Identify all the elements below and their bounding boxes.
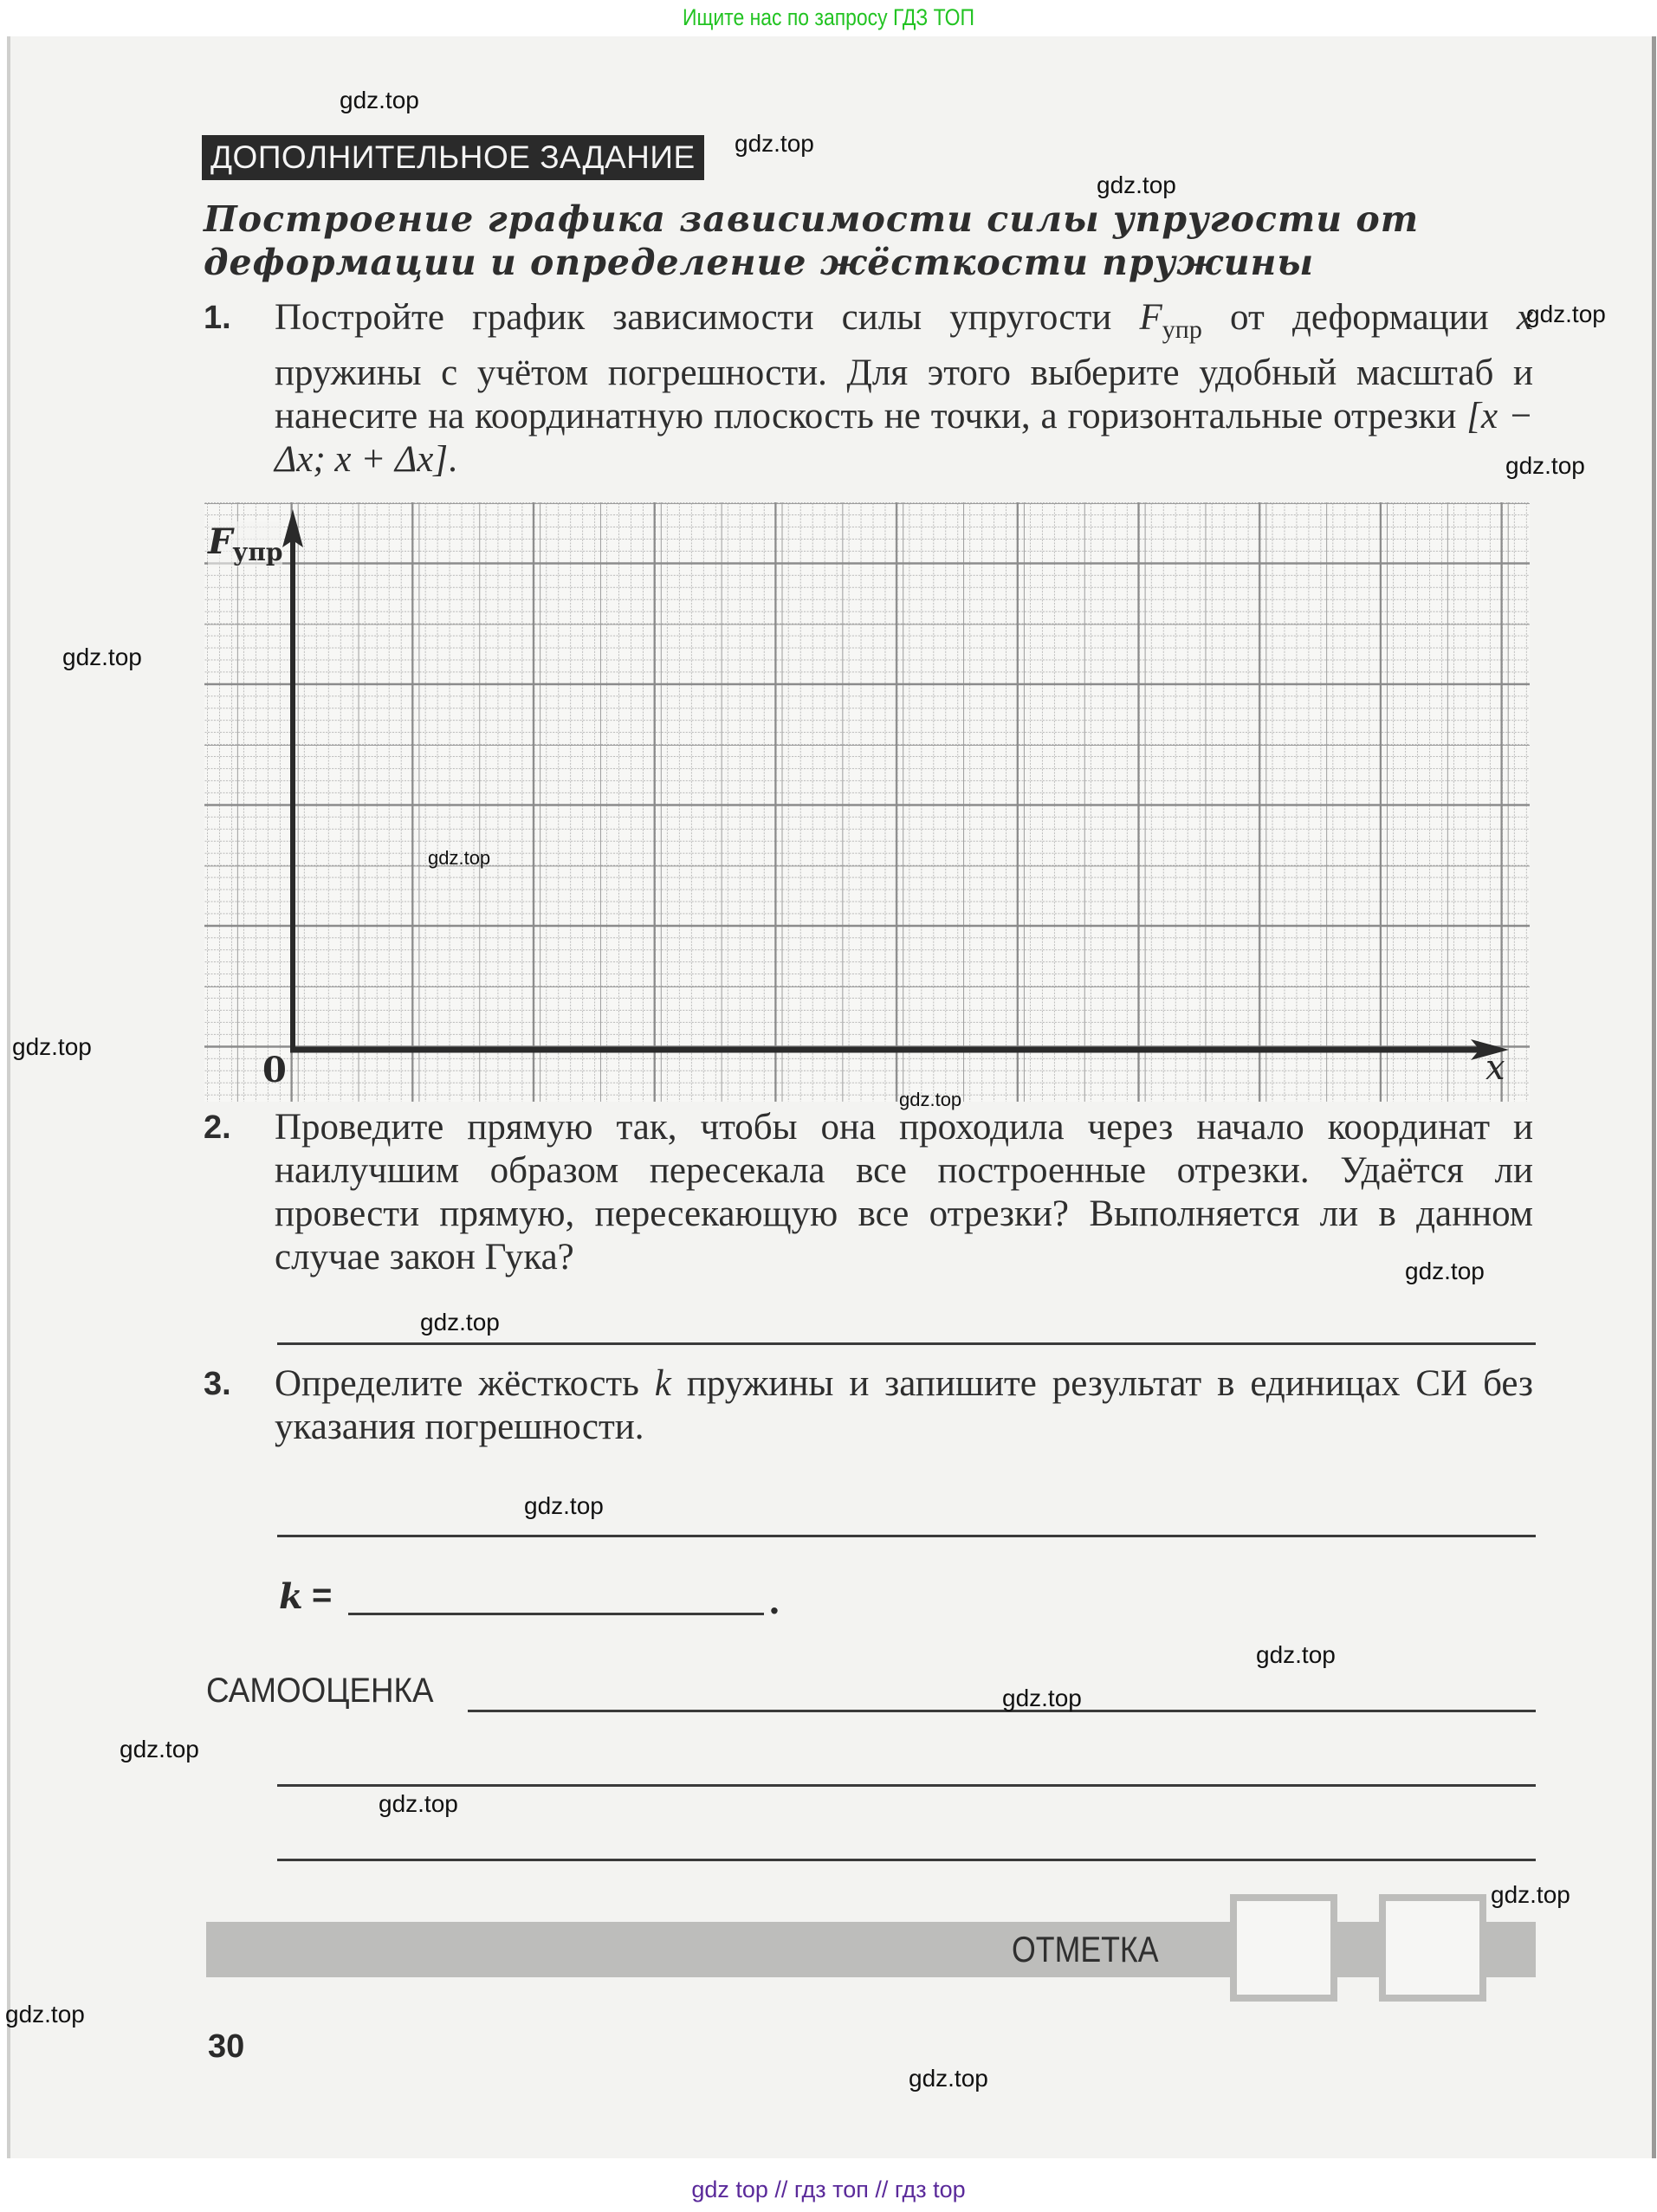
task-1-text: Постройте график зависимости силы упругости $F_{упр}$ от деформации x пружины с учётом погрешности. Для этого выберите удобный масштаб и нанесите на координатную плоскость не точки, а горизонтальные отрезки [x − Δx; x + Δx].: [275, 297, 1534, 480]
k-value-field[interactable]: [348, 1613, 764, 1615]
grade-box-1[interactable]: [1230, 1894, 1337, 2002]
self-assessment-line-2[interactable]: [277, 1784, 1536, 1787]
graph-paper[interactable]: [204, 502, 1530, 1102]
watermark-text: gdz.top: [428, 847, 491, 869]
watermark-text: gdz.top: [524, 1492, 604, 1519]
watermark-text: gdz.top: [62, 644, 142, 670]
task-2-text: Проведите прямую так, чтобы она проходила через начало координат и наилучшим образом пересекала все построенные отрезки. Удаётся ли провести прямую, пересекающую все отрезки? Выполняется ли в данном случае закон Гука?: [275, 1107, 1533, 1277]
watermark-text: gdz.top: [340, 87, 419, 113]
equals-sign: =: [312, 1576, 333, 1614]
task-1: [204, 296, 1533, 482]
watermark-text: gdz.top: [1505, 452, 1585, 479]
origin-label: 0: [262, 1050, 287, 1090]
watermark-text: gdz.top: [12, 1033, 92, 1060]
watermark-text: gdz.top: [420, 1309, 500, 1336]
task-number: 1.: [204, 300, 231, 336]
watermark-text: gdz.top: [1097, 171, 1176, 198]
self-assessment-line-3[interactable]: [277, 1859, 1536, 1861]
task-3-answer-line[interactable]: [277, 1535, 1536, 1537]
watermark-text: gdz.top: [909, 2065, 988, 2092]
grade-box-2[interactable]: [1379, 1894, 1486, 2002]
period: .: [768, 1581, 780, 1622]
page-number: 30: [208, 2028, 245, 2065]
search-hint-banner: Ищите нас по запросу ГДЗ ТОП: [682, 4, 975, 30]
watermark-text: gdz.top: [1002, 1685, 1082, 1711]
task-2-answer-line[interactable]: [277, 1342, 1536, 1345]
watermark-text: gdz.top: [1491, 1881, 1570, 1908]
symbol-x: x: [1516, 297, 1533, 338]
watermark-text: gdz.top: [379, 1790, 458, 1817]
self-assessment-label: САМООЦЕНКА: [206, 1672, 434, 1710]
task-number: 3.: [204, 1366, 231, 1402]
footer-banner: gdz top // гдз топ // гдз top: [691, 2176, 966, 2202]
interval: [x − Δx; x + Δx]: [275, 396, 1534, 480]
watermark-text: gdz.top: [5, 2001, 85, 2028]
task-3-text: Определите жёсткость k пружины и запишите результат в единицах СИ без указания погрешности.: [275, 1363, 1533, 1447]
symbol-force: F: [1139, 297, 1162, 338]
task-3: [204, 1362, 1533, 1449]
watermark-text: gdz.top: [120, 1736, 199, 1762]
grade-label: ОТМЕТКА: [1012, 1929, 1159, 1969]
watermark-text: gdz.top: [899, 1089, 962, 1110]
task-number: 2.: [204, 1109, 231, 1146]
watermark-text: gdz.top: [1256, 1641, 1336, 1668]
watermark-text: gdz.top: [1405, 1258, 1485, 1284]
y-axis-label: $F_{упр}$: [208, 521, 283, 566]
k-symbol: k: [279, 1576, 303, 1617]
section-badge: ДОПОЛНИТЕЛЬНОЕ ЗАДАНИЕ: [202, 135, 704, 180]
watermark-text: gdz.top: [1526, 301, 1606, 327]
task-title: Построение графика зависимости силы упругости от деформации и определение жёсткости пружины: [204, 198, 1420, 283]
symbol-k: k: [654, 1363, 671, 1404]
watermark-text: gdz.top: [735, 130, 814, 157]
task-2: [204, 1106, 1533, 1279]
x-axis-label: x: [1485, 1048, 1505, 1088]
